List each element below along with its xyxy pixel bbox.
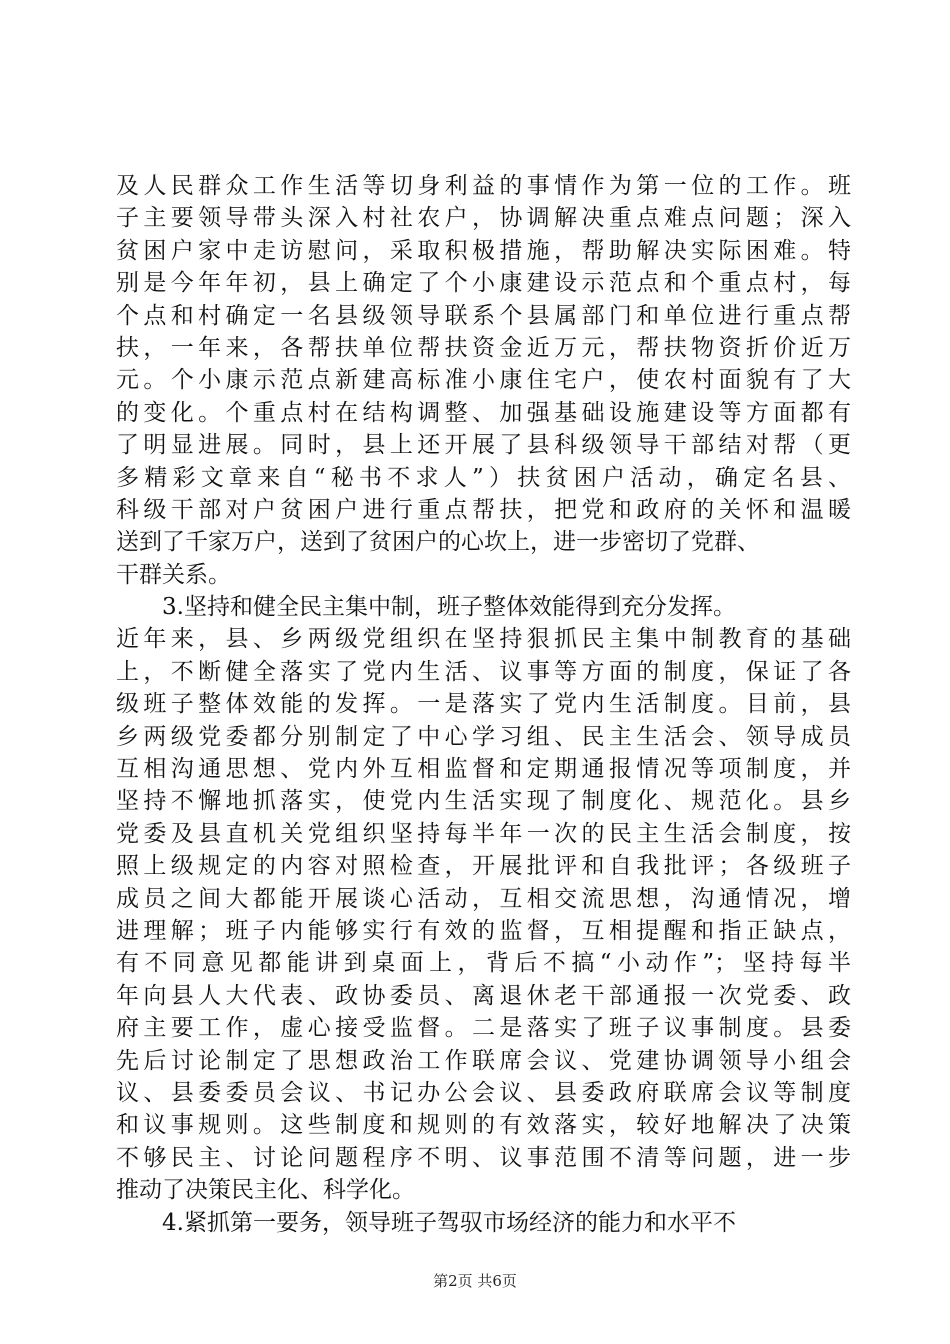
body-text [116, 170, 851, 1239]
text-line: 成员之间大都能开展谈心活动，互相交流思想，沟通情况，增 [116, 885, 851, 912]
text-line: 干群关系。 [116, 561, 231, 588]
text-line: 元。个小康示范点新建高标准小康住宅户，使农村面貌有了大 [116, 367, 851, 394]
text-line: 送到了千家万户，送到了贫困户的心坎上，进一步密切了党群、 [116, 529, 760, 556]
text-line: 和议事规则。这些制度和规则的有效落实，较好地解决了决策 [116, 1112, 851, 1139]
text-line: 个点和村确定一名县级领导联系个县属部门和单位进行重点帮 [116, 302, 851, 329]
text-line: 府主要工作，虚心接受监督。二是落实了班子议事制度。县委 [116, 1015, 851, 1042]
paragraph-heading-3: 3.坚持和健全民主集中制，班子整体效能得到充分发挥。 [162, 594, 736, 621]
text-line: 议、县委委员会议、书记办公会议、县委政府联席会议等制度 [116, 1079, 851, 1106]
text-line: 不够民主、讨论问题程序不明、议事范围不清等问题，进一步 [116, 1144, 851, 1171]
text-line: 及人民群众工作生活等切身利益的事情作为第一位的工作。班 [116, 173, 851, 199]
paragraph-heading-4: 4.紧抓第一要务，领导班子驾驭市场经济的能力和水平不 [162, 1209, 736, 1236]
text-line: 互相沟通思想、党内外互相监督和定期通报情况等项制度，并 [116, 756, 851, 783]
text-line: 照上级规定的内容对照检查，开展批评和自我批评；各级班子 [116, 853, 851, 880]
page-footer: 第2页 共6页 [433, 1272, 517, 1290]
text-line: 先后讨论制定了思想政治工作联席会议、党建协调领导小组会 [116, 1047, 851, 1074]
text-line: 有不同意见都能讲到桌面上，背后不搞“小动作”；坚持每半 [116, 950, 851, 977]
text-line: 坚持不懈地抓落实，使党内生活实现了制度化、规范化。县乡 [116, 788, 851, 815]
text-line: 近年来，县、乡两级党组织在坚持狠抓民主集中制教育的基础 [116, 626, 851, 653]
text-line: 扶，一年来，各帮扶单位帮扶资金近万元，帮扶物资折价近万 [116, 334, 851, 361]
text-line: 子主要领导带头深入村社农户，协调解决重点难点问题；深入 [116, 205, 851, 232]
text-line: 乡两级党委都分别制定了中心学习组、民主生活会、领导成员 [116, 723, 851, 750]
text-line: 科级干部对户贫困户进行重点帮扶，把党和政府的关怀和温暖 [116, 496, 851, 523]
text-line: 党委及县直机关党组织坚持每半年一次的民主生活会制度，按 [116, 820, 851, 847]
text-line: 推动了决策民主化、科学化。 [116, 1177, 415, 1204]
text-line: 别是今年年初，县上确定了个小康建设示范点和个重点村，每 [116, 270, 851, 297]
text-line: 贫困户家中走访慰问，采取积极措施，帮助解决实际困难。特 [116, 237, 851, 264]
text-line: 了明显进展。同时，县上还开展了县科级领导干部结对帮（更 [116, 432, 851, 459]
text-line: 年向县人大代表、政协委员、离退休老干部通报一次党委、政 [116, 982, 851, 1009]
text-line: 多精彩文章来自“秘书不求人”）扶贫困户活动，确定名县、 [116, 464, 851, 491]
text-line: 的变化。个重点村在结构调整、加强基础设施建设等方面都有 [116, 399, 851, 426]
text-line: 级班子整体效能的发挥。一是落实了党内生活制度。目前，县 [116, 691, 851, 718]
text-line: 进理解；班子内能够实行有效的监督，互相提醒和指正缺点， [116, 917, 851, 944]
text-line: 上，不断健全落实了党内生活、议事等方面的制度，保证了各 [116, 658, 851, 685]
